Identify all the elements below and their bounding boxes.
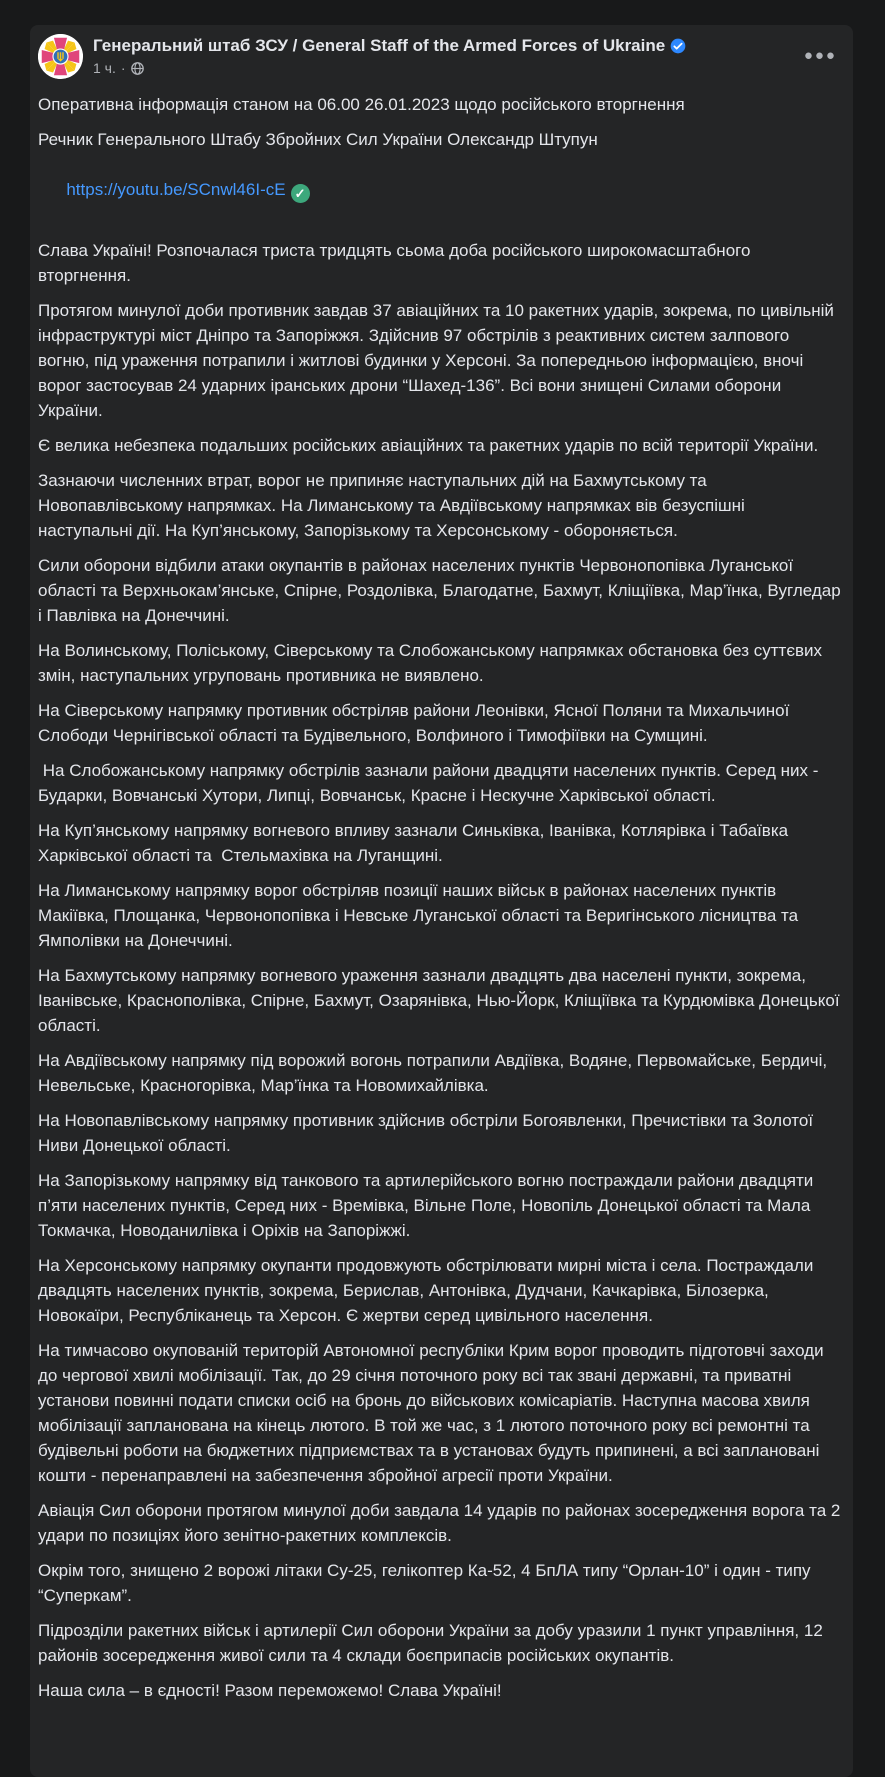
avatar[interactable] [38,34,83,79]
post-text: Протягом минулої доби противник завдав 37 авіаційних та 10 ракетних ударів, зокрема, по цивільній інфраструктурі міст Дніпро та Запоріжжя. Здійснив 97 обстрілів з реактивних систем залпового вогню, під ураження потрапили і житлові будинки у Херсоні. За попередньою інформацією, вночі ворог застосував 24 ударних іранських дрони “Шахед-136”. Всі вони знищені Силами оборони України. [38,301,839,420]
post-text: На Запорізькому напрямку від танкового та артилерійського вогню постраждали райони двадцяти п’яти населених пунктів, Серед них - Времівка, Вільне Поле, Новопіль Донецької області та Мала Токмачка, Новоданилівка і Оріхів на Запоріжжі. [38,1171,819,1240]
post-text: На Волинському, Поліському, Сіверському та Слобожанському напрямках обстановка без суттєвих змін, наступальних угруповань противника не виявлено. [38,641,827,685]
post-body [38,92,846,1703]
meta-separator: · [120,60,126,76]
more-options-button[interactable]: ●●● [798,38,843,73]
post-text: Є велика небезпека подальших російських авіаційних та ракетних ударів по всій території України. [38,436,819,455]
post-text: Наша сила – в єдності! Разом переможемо! Слава Україні! [38,1681,502,1700]
post-text: На Бахмутському напрямку вогневого ураження зазнали двадцять два населені пункти, зокрема, Іванівське, Краснополівка, Спірне, Бахмут, Озарянівка, Нью-Йорк, Кліщіївка та Курдюмівка Донецької області. [38,966,845,1035]
check-mark-emoji: ✓ [291,184,310,203]
post-header-text [93,34,798,76]
post-text: На Лиманському напрямку ворог обстріляв позиції наших військ в районах населених пунктів Макіївка, Площанка, Червонопопівка і Невське Луганської області та Веригінського лісництва та Ямполівки на Донеччині. [38,881,803,950]
post-text: Авіація Сил оборони протягом минулої доби завдала 14 ударів по районах зосередження ворога та 2 удари по позиціях його зенітно-ракетних комплексів. [38,1501,846,1545]
post-text: На Слобожанському напрямку обстрілів зазнали райони двадцяти населених пунктів. Серед них - Бударки, Вовчанські Хутори, Липці, Вовчанськ, Красне і Нескучне Харківської області. [38,761,824,805]
spokesman-line: Речник Генерального Штабу Збройних Сил України Олександр Штупун [38,130,598,149]
post-text: На Авдіївському напрямку під ворожий вогонь потрапили Авдіївка, Водяне, Первомайське, Бердичі, Невельське, Красногорівка, Мар’їнка та Новомихайлівка. [38,1051,832,1095]
post-text-status-line: Оперативна інформація станом на 06.00 26.01.2023 щодо російського вторгнення [38,95,685,114]
post-meta [93,60,798,76]
post-text: Підрозділи ракетних військ і артилерії Сил оборони України за добу уразили 1 пункт управління, 12 районів зосередження живої сили та 4 склади боєприпасів російських окупантів. [38,1621,828,1665]
post-text: Слава Україні! Розпочалася триста тридцять сьома доба російського широкомасштабного вторгнення. [38,241,756,285]
post-text: На Куп’янському напрямку вогневого впливу зазнали Синьківка, Іванівка, Котлярівка і Табаївка Харківської області та Стельмахівка на Луганщині. [38,821,793,865]
post-text: Сили оборони відбили атаки окупантів в районах населених пунктів Червонопопівка Луганської області та Верхньокам’янське, Спірне, Роздолівка, Благодатне, Бахмут, Кліщіївка, Мар’їнка, Вугледар і Павлівка на Донеччині. [38,556,846,625]
video-link[interactable]: https://youtu.be/SCnwl46I-cE [66,180,286,199]
general-staff-emblem-icon [38,34,83,79]
post-text: На Новопавлівському напрямку противник здійснив обстріли Богоявленки, Пречистівки та Золотої Ниви Донецької області. [38,1111,818,1155]
post-text: Окрім того, знищено 2 ворожі літаки Су-25, гелікоптер Ка-52, 4 БпЛА типу “Орлан-10” і один - типу “Суперкам”. [38,1561,816,1605]
post-header [38,34,843,79]
post-text: На тимчасово окупованій територій Автономної республіки Крим ворог проводить підготовчі заходи до чергової хвилі мобілізації. Так, до 29 січня поточного року всі так звані державні, та приватні установи повинні подати списки осіб на бронь до військових комісаріатів. Наступна масова хвиля мобілізації запланована на кінець лютого. В той же час, з 1 лютого поточного року всі ремонтні та будівельні роботи на бюджетних підприємствах та в установах будуть припинені, а всі заплановані кошти - перенаправлені на забезпечення збройної агресії проти України. [38,1341,829,1485]
post-text: На Сіверському напрямку противник обстріляв райони Леонівки, Ясної Поляни та Михальчиної Слободи Чернігівської області та Будівельного, Волфиного і Тимофіївки на Сумщині. [38,701,795,745]
post-text: Зазнаючи численних втрат, ворог не припиняє наступальних дій на Бахмутському та Новопавлівському напрямках. На Лиманському та Авдіївському напрямках вів безуспішні наступальні дії. На Куп’янському, Запорізькому та Херсонському - обороняється. [38,471,750,540]
globe-icon [131,62,144,75]
page-name-link[interactable]: Генеральний штаб ЗСУ / General Staff of the Armed Forces of Ukraine [93,36,666,55]
timestamp[interactable]: 1 ч. [93,60,116,76]
post-text: На Херсонському напрямку окупанти продовжують обстрілювати мирні міста і села. Постраждали двадцять населених пунктів, зокрема, Берислав, Антонівка, Дудчани, Качкарівка, Білозерка, Новокаїри, Республіканець та Херсон. Є жертви серед цивільного населення. [38,1256,819,1325]
verified-badge-icon [670,38,686,54]
post-card [30,25,853,1777]
post-text-spokesman [38,127,843,228]
